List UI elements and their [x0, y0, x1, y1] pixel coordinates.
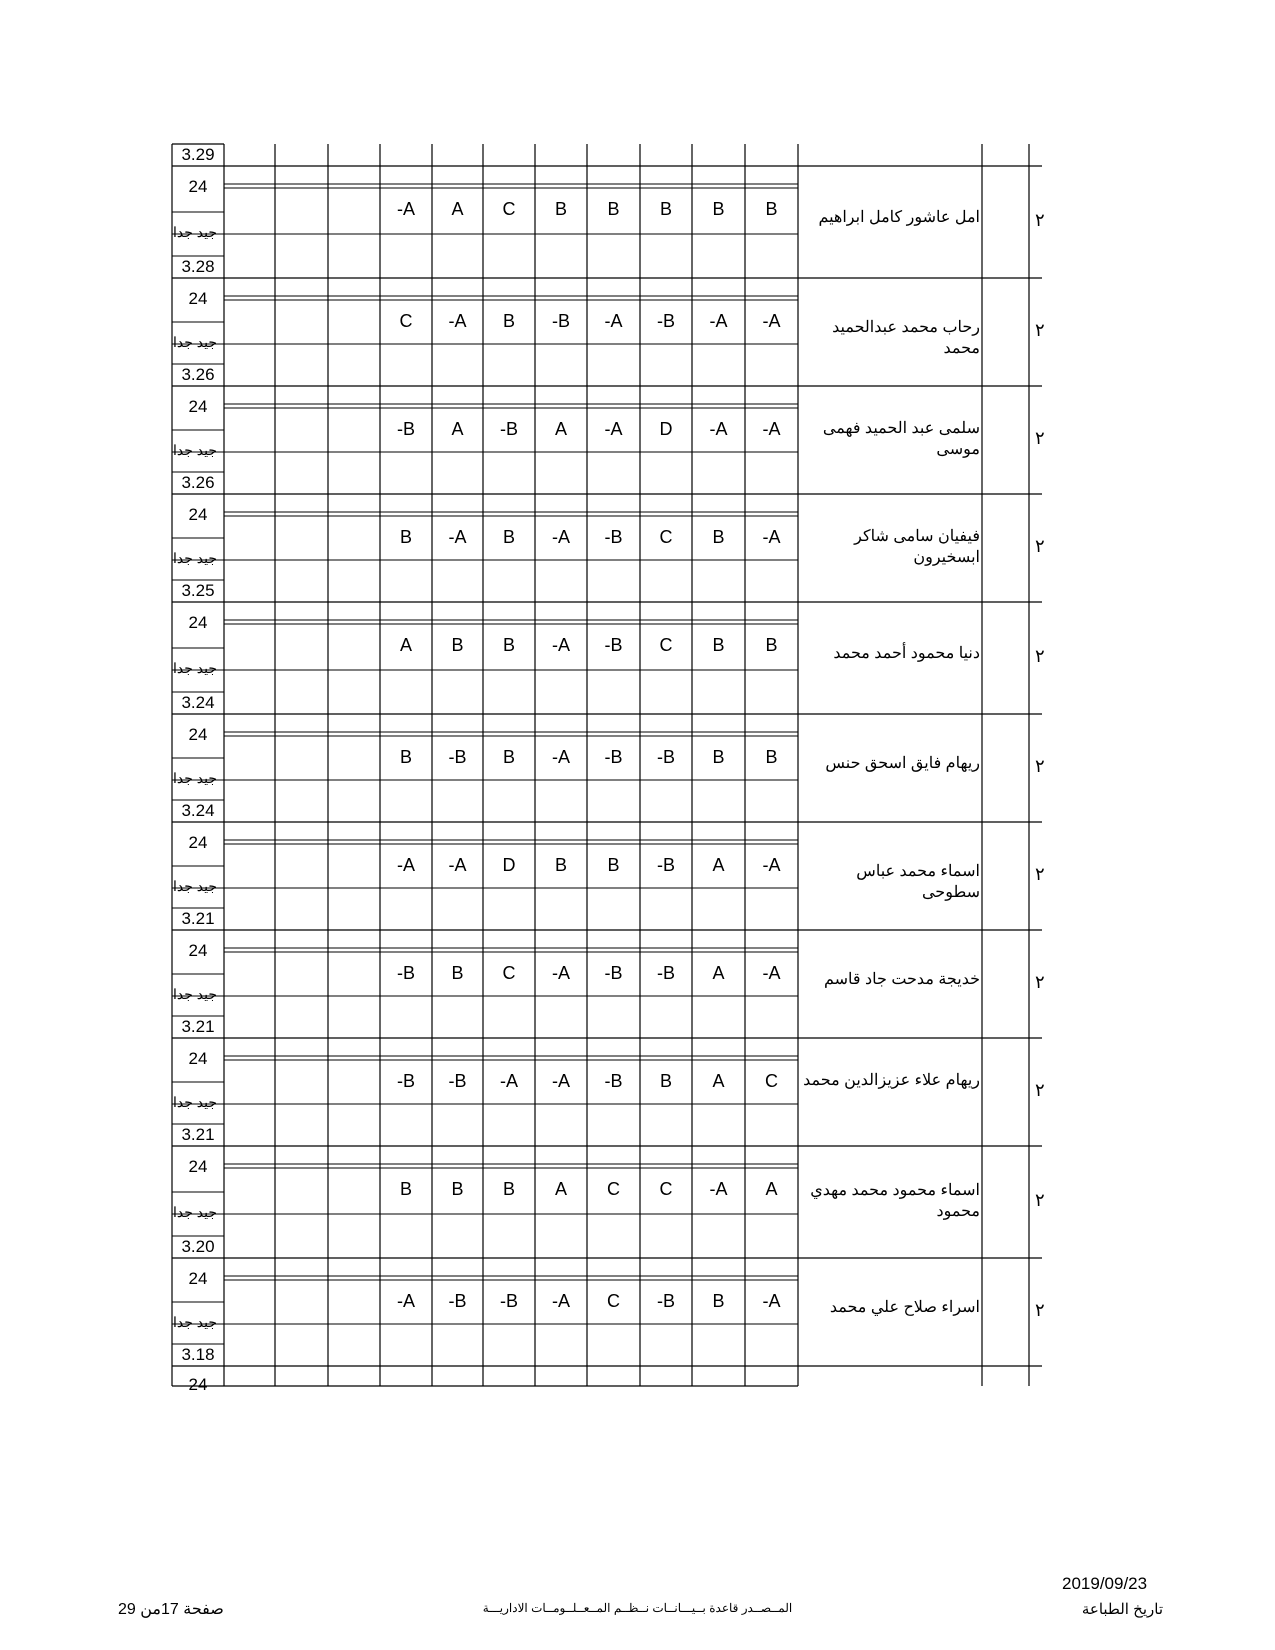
credit-hours: 24	[188, 1375, 208, 1394]
student-name: فيفيان سامى شاكر ابسخيرون	[854, 528, 980, 566]
grade-cell: B	[554, 855, 567, 875]
rating: جيد جدا	[173, 770, 218, 786]
grade-cell: -B	[657, 1291, 675, 1311]
row-index-cut: ٢	[1035, 864, 1045, 884]
student-name: اسماء محمد عباس سطوحى	[856, 863, 980, 901]
print-date-label: تاريخ الطباعة	[1081, 1601, 1163, 1618]
grade-cell: -A	[709, 311, 728, 331]
row-index-cut: ٢	[1035, 320, 1045, 340]
row-index-cut: ٢	[1035, 756, 1045, 776]
grade-cell: B	[659, 199, 672, 219]
grade-cell: C	[502, 199, 516, 219]
grade-cell: -A	[762, 963, 781, 983]
credit-hours: 24	[188, 613, 208, 632]
credit-hours: 24	[188, 177, 208, 196]
grade-cell: B	[399, 747, 412, 767]
grade-cell: -A	[709, 1179, 728, 1199]
credit-hours: 24	[188, 397, 208, 416]
grade-cell: B	[502, 527, 515, 547]
grade-cell: -A	[762, 527, 781, 547]
student-name: خديجة مدحت جاد قاسم	[823, 971, 980, 988]
rating: جيد جدا	[173, 878, 218, 894]
credit-hours: 24	[188, 505, 208, 524]
grade-cell: -B	[657, 747, 675, 767]
gpa-value: 3.26	[181, 473, 215, 492]
grade-cell: A	[451, 199, 464, 219]
grade-cell: B	[399, 1179, 412, 1199]
credit-hours: 24	[188, 1269, 208, 1288]
grade-cell: -B	[500, 1291, 518, 1311]
grade-cell: B	[502, 1179, 515, 1199]
grade-cell: -B	[604, 1071, 623, 1091]
grade-cell: C	[399, 311, 413, 331]
print-date: 2019/09/23	[1062, 1574, 1148, 1593]
grade-cell: -A	[604, 419, 623, 439]
grade-cell: -A	[762, 1291, 781, 1311]
grade-cell: -A	[397, 199, 415, 219]
student-name: رحاب محمد عبدالحميد محمد	[832, 319, 980, 357]
student-name: اسماء محمود محمد مهدي محمود	[810, 1182, 980, 1220]
gpa-value: 3.21	[181, 909, 215, 928]
grade-cell: B	[451, 635, 464, 655]
grade-cell: A	[554, 419, 567, 439]
grade-cell: -A	[552, 747, 570, 767]
grade-cell: -B	[604, 747, 623, 767]
grade-cell: -B	[397, 963, 415, 983]
grade-cell: A	[712, 1071, 725, 1091]
gpa-value: 3.20	[181, 1237, 215, 1256]
grade-cell: B	[502, 635, 515, 655]
grade-cell: B	[712, 1291, 725, 1311]
grade-cell: B	[659, 1071, 672, 1091]
rating: جيد جدا	[173, 224, 218, 240]
student-name: امل عاشور كامل ابراهيم	[818, 209, 980, 226]
grade-cell: -B	[552, 311, 570, 331]
grade-cell: -A	[552, 635, 570, 655]
grade-cell: -B	[657, 311, 675, 331]
grade-cell: A	[712, 855, 725, 875]
grade-cell: -A	[762, 855, 781, 875]
grade-cell: B	[712, 747, 725, 767]
page-number: صفحة 17من 29	[118, 1601, 224, 1618]
gpa-value: 3.26	[181, 365, 215, 384]
grade-cell: -B	[397, 419, 415, 439]
rating: جيد جدا	[173, 550, 218, 566]
gpa-value: 3.24	[181, 693, 215, 712]
credit-hours: 24	[188, 1157, 208, 1176]
grade-cell: -A	[448, 311, 467, 331]
credit-hours: 24	[188, 833, 208, 852]
grade-cell: -B	[448, 1071, 467, 1091]
rating: جيد جدا	[173, 660, 218, 676]
grade-cell: -B	[604, 635, 623, 655]
rating: جيد جدا	[173, 1094, 218, 1110]
rating: جيد جدا	[173, 986, 218, 1002]
rating: جيد جدا	[173, 442, 218, 458]
row-index-cut: ٢	[1035, 972, 1045, 992]
grade-cell: A	[451, 419, 464, 439]
grade-cell: B	[712, 527, 725, 547]
grade-cell: B	[502, 747, 515, 767]
grade-cell: B	[607, 855, 620, 875]
row-index-cut: ٢	[1035, 536, 1045, 556]
grade-cell: -A	[552, 527, 570, 547]
grade-cell: A	[554, 1179, 567, 1199]
grade-cell: C	[659, 635, 673, 655]
grade-cell: -A	[500, 1071, 518, 1091]
row-index-cut: ٢	[1035, 1300, 1045, 1320]
row-index-cut: ٢	[1035, 646, 1045, 666]
credit-hours: 24	[188, 941, 208, 960]
grade-cell: C	[607, 1291, 620, 1311]
row-index-cut: ٢	[1035, 1190, 1045, 1210]
rating: جيد جدا	[173, 334, 218, 350]
grade-cell: B	[712, 635, 725, 655]
grade-cell: B	[451, 1179, 464, 1199]
grade-cell: -B	[657, 963, 675, 983]
grade-cell: -A	[448, 527, 467, 547]
grade-cell: B	[607, 199, 620, 219]
student-name: سلمى عبد الحميد فهمى موسى	[822, 420, 980, 458]
grade-cell: -B	[657, 855, 675, 875]
student-name: دنيا محمود أحمد محمد	[833, 645, 980, 662]
grade-cell: A	[765, 1179, 778, 1199]
gpa-value: 3.25	[181, 581, 215, 600]
student-name: ريهام فايق اسحق حنس	[825, 755, 980, 772]
grade-cell: -A	[397, 855, 415, 875]
row-index-cut: ٢	[1035, 210, 1045, 230]
row-index-cut: ٢	[1035, 1080, 1045, 1100]
grade-cell: -A	[762, 419, 781, 439]
rating: جيد جدا	[173, 1314, 218, 1330]
grade-cell: -B	[604, 527, 623, 547]
credit-hours: 24	[188, 725, 208, 744]
gpa-value: 3.21	[181, 1017, 215, 1036]
grade-cell: -A	[709, 419, 728, 439]
grade-cell: -A	[552, 1071, 570, 1091]
row-index-cut: ٢	[1035, 428, 1045, 448]
gpa-value: 3.24	[181, 801, 215, 820]
grade-cell: -A	[762, 311, 781, 331]
grade-cell: B	[451, 963, 464, 983]
grade-cell: C	[659, 527, 673, 547]
grade-cell: B	[712, 199, 725, 219]
grade-cell: D	[502, 855, 516, 875]
gpa-value: 3.29	[181, 145, 215, 164]
credit-hours: 24	[188, 289, 208, 308]
grade-cell: -A	[604, 311, 623, 331]
student-name: ريهام علاء عزيزالدين محمد	[803, 1072, 980, 1089]
gpa-value: 3.28	[181, 257, 215, 276]
credit-hours: 24	[188, 1049, 208, 1068]
grade-cell: A	[712, 963, 725, 983]
grade-cell: C	[659, 1179, 673, 1199]
grade-cell: C	[765, 1071, 778, 1091]
grade-cell: B	[554, 199, 567, 219]
grade-cell: -A	[397, 1291, 415, 1311]
grade-cell: C	[502, 963, 516, 983]
grade-cell: -B	[397, 1071, 415, 1091]
grade-cell: D	[659, 419, 673, 439]
grade-cell: -B	[500, 419, 518, 439]
grade-cell: -A	[448, 855, 467, 875]
grade-cell: A	[399, 635, 412, 655]
gpa-value: 3.18	[181, 1345, 215, 1364]
grade-cell: -A	[552, 1291, 570, 1311]
grade-cell: B	[765, 199, 778, 219]
grade-cell: -A	[552, 963, 570, 983]
grade-cell: C	[607, 1179, 620, 1199]
grade-cell: -B	[448, 747, 467, 767]
grade-cell: B	[765, 747, 778, 767]
rating: جيد جدا	[173, 1204, 218, 1220]
grade-cell: -B	[604, 963, 623, 983]
grade-cell: -B	[448, 1291, 467, 1311]
grade-cell: B	[399, 527, 412, 547]
gpa-value: 3.21	[181, 1125, 215, 1144]
student-name: اسراء صلاح علي محمد	[829, 1299, 980, 1316]
grade-cell: B	[502, 311, 515, 331]
grade-cell: B	[765, 635, 778, 655]
source-note: المــصــدر قاعدة بــيـــانــات نــظــم المــعــلــومــات الاداريـــة	[482, 1601, 793, 1615]
